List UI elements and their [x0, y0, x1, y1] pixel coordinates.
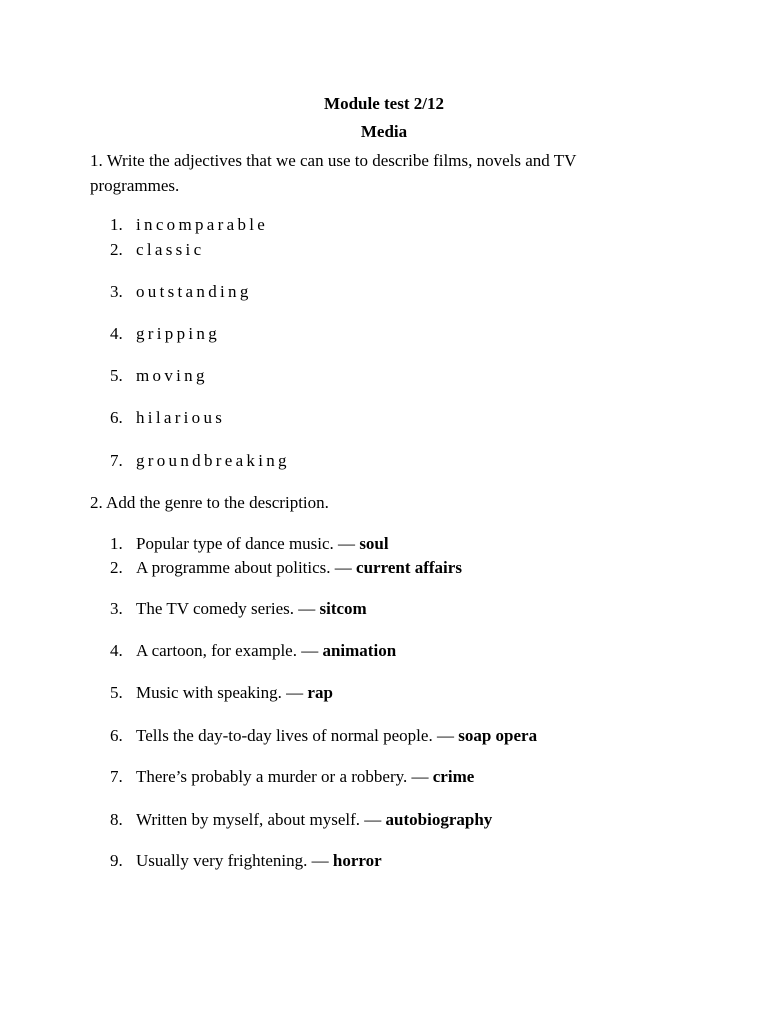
genre-item	[110, 809, 492, 831]
genre-description: Tells the day-to-day lives of normal people. —	[136, 726, 459, 745]
adjective-item	[110, 450, 290, 472]
item-number: 2.	[110, 240, 123, 259]
item-number: 3.	[110, 282, 123, 301]
item-number: 4.	[110, 641, 123, 660]
genre-answer: animation	[322, 641, 397, 660]
genre-item	[110, 766, 474, 788]
genre-description: Music with speaking. —	[136, 683, 308, 702]
section-1-prompt: 1. Write the adjectives that we can use to describe films, novels and TV programmes.	[90, 151, 577, 195]
genre-item	[110, 598, 367, 620]
genre-description: The TV comedy series. —	[136, 599, 320, 618]
genre-description: A programme about politics. —	[136, 558, 357, 577]
adjective-text: hilarious	[136, 408, 226, 427]
genre-answer: current affairs	[356, 558, 462, 577]
adjective-text: incomparable	[136, 215, 269, 234]
item-number: 3.	[110, 599, 123, 618]
genre-answer: soul	[359, 534, 389, 553]
adjective-item	[110, 323, 220, 345]
adjective-item	[110, 365, 208, 387]
item-number: 2.	[110, 558, 123, 577]
item-number: 6.	[110, 726, 123, 745]
genre-answer: soap opera	[458, 726, 538, 745]
document-title: Module test 2/12	[324, 94, 444, 113]
adjective-text: classic	[136, 240, 205, 259]
item-number: 1.	[110, 534, 123, 553]
adjective-item	[110, 214, 268, 236]
genre-item	[110, 725, 537, 747]
genre-item	[110, 533, 389, 555]
item-number: 6.	[110, 408, 123, 427]
adjective-item	[110, 239, 204, 261]
adjective-item	[110, 407, 225, 429]
adjective-text: outstanding	[136, 282, 252, 301]
item-number: 4.	[110, 324, 123, 343]
genre-answer: horror	[332, 851, 382, 870]
genre-description: There’s probably a murder or a robbery. —	[136, 767, 433, 786]
section-2-prompt: 2. Add the genre to the description.	[90, 493, 329, 512]
genre-description: Usually very frightening. —	[136, 851, 333, 870]
genre-answer: rap	[307, 683, 333, 702]
document-subtitle: Media	[360, 122, 408, 141]
item-number: 5.	[110, 366, 123, 385]
adjective-text: gripping	[136, 324, 221, 343]
adjective-text: moving	[136, 366, 208, 385]
genre-answer: autobiography	[385, 810, 493, 829]
genre-answer: sitcom	[319, 599, 367, 618]
genre-description: A cartoon, for example. —	[136, 641, 323, 660]
item-number: 8.	[110, 810, 123, 829]
genre-answer: crime	[432, 767, 475, 786]
genre-item	[110, 850, 382, 872]
item-number: 7.	[110, 767, 123, 786]
item-number: 9.	[110, 851, 123, 870]
item-number: 5.	[110, 683, 123, 702]
genre-description: Written by myself, about myself. —	[136, 810, 386, 829]
genre-item	[110, 557, 462, 579]
genre-description: Popular type of dance music. —	[136, 534, 360, 553]
genre-item	[110, 640, 396, 662]
adjective-item	[110, 281, 252, 303]
item-number: 1.	[110, 215, 123, 234]
item-number: 7.	[110, 451, 123, 470]
genre-item	[110, 682, 333, 704]
adjective-text: groundbreaking	[136, 451, 290, 470]
